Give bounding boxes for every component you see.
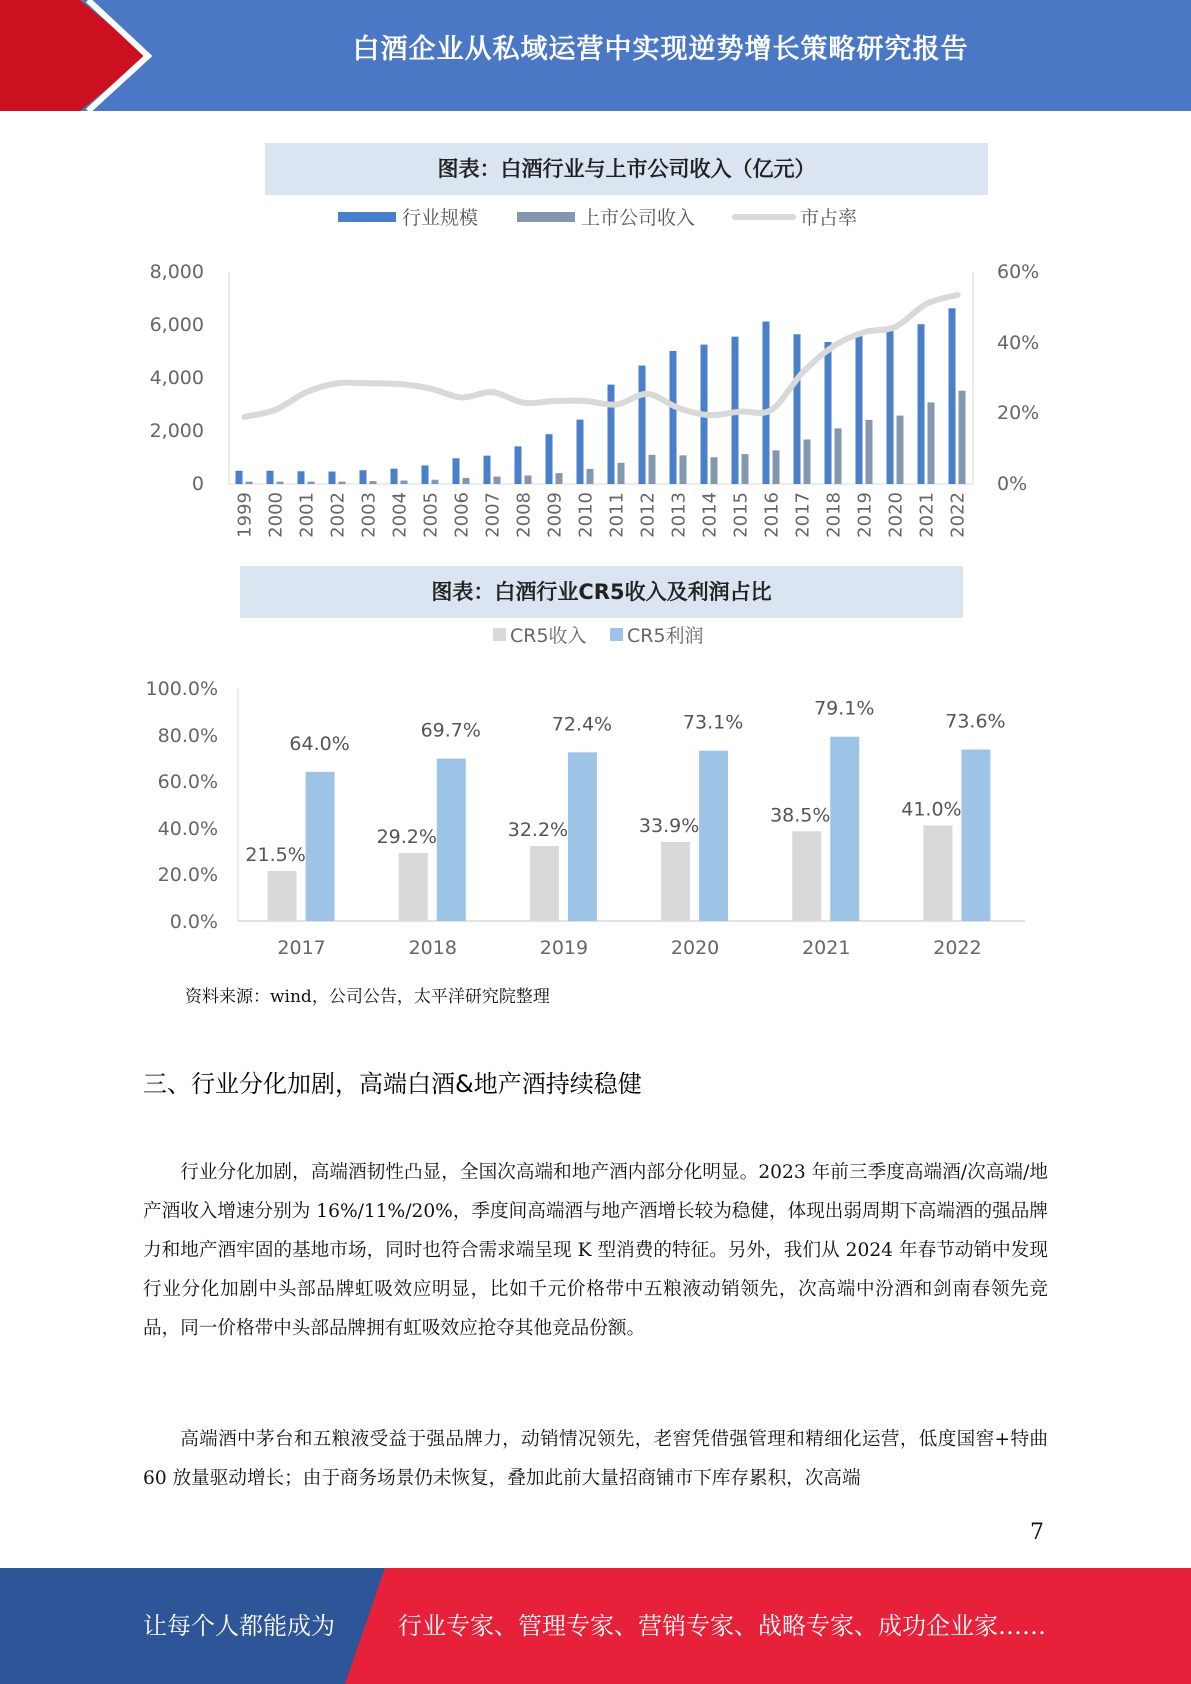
chart1-bar-industry <box>763 322 770 484</box>
chart2-bar-revenue <box>661 842 690 921</box>
chart1-left-tick: 4,000 <box>149 367 204 389</box>
chart1-bar-listed <box>401 481 408 484</box>
chart2-cr5-chart <box>0 618 1191 968</box>
chart2-y-tick: 60.0% <box>157 771 218 793</box>
chart2-y-tick: 0.0% <box>169 911 218 933</box>
chart1-line-share <box>245 295 958 417</box>
chart1-x-tick: 2003 <box>358 492 380 538</box>
body-paragraph-1: 行业分化加剧，高端酒韧性凸显，全国次高端和地产酒内部分化明显。2023 年前三季度高端酒/次高端/地产酒收入增速分别为 16%/11%/20%，季度间高端酒与地产酒增长较为稳健，体现出弱周期下高端酒的强品牌力和地产酒牢固的基地市场，同时也符合需求端呈现 K 型消费的特征。另外，我们从 2024 年春节动销中发现行业分化加剧中头部品牌虹吸效应明显，比如千元价格带中五粮液动销领先，次高端中汾酒和剑南春领先竞品，同一价格带中头部品牌拥有虹吸效应抢夺其他竞品份额。 <box>143 1162 1048 1339</box>
chart2-y-tick: 20.0% <box>157 864 218 886</box>
chart1-bar-listed <box>835 428 842 484</box>
chart1-bar-industry <box>918 324 925 484</box>
chart1-bar-listed <box>339 482 346 484</box>
chart1-x-tick: 2022 <box>947 492 969 538</box>
chart2-x-tick: 2018 <box>408 937 457 959</box>
chart1-x-tick: 2013 <box>668 492 690 538</box>
chart1-bar-industry <box>422 465 429 484</box>
chart2-label-revenue: 29.2% <box>376 825 437 848</box>
chart1-x-tick: 2000 <box>265 492 287 538</box>
chart1-marks <box>235 295 969 538</box>
chart1-x-tick: 2009 <box>544 492 566 538</box>
chart1-bar-listed <box>742 454 749 484</box>
chart1-bar-listed <box>432 480 439 484</box>
chart1-bar-industry <box>360 470 367 484</box>
chart1-legend-share: 市占率 <box>800 207 858 229</box>
chart1-bar-listed <box>370 481 377 484</box>
chart1-x-tick: 2017 <box>792 492 814 538</box>
chart1-bar-listed <box>649 455 656 484</box>
chart1-bar-listed <box>308 482 315 484</box>
chart2-label-profit: 73.6% <box>945 710 1006 733</box>
chart1-bar-industry <box>236 471 243 484</box>
chart2-x-tick: 2020 <box>670 937 720 959</box>
section-heading: 三、行业分化加剧，高端白酒&地产酒持续稳健 <box>143 1070 642 1098</box>
report-title: 白酒企业从私域运营中实现逆势增长策略研究报告 <box>352 34 969 65</box>
chart1-x-tick: 2020 <box>885 492 907 538</box>
chart2-bar-profit <box>568 752 597 921</box>
chart1-bar-industry <box>515 446 522 484</box>
chart2-label-profit: 72.4% <box>551 713 613 736</box>
chart1-x-tick: 2004 <box>389 492 411 538</box>
chart2-bar-profit <box>961 750 990 921</box>
data-source-note: 资料来源：wind，公司公告，太平洋研究院整理 <box>185 987 550 1007</box>
chart2-label-revenue: 32.2% <box>507 818 569 841</box>
chart2-legend-profit: CR5利润 <box>627 625 704 647</box>
page-number: 7 <box>1030 1520 1044 1545</box>
chart2-bar-revenue <box>268 871 297 921</box>
chart2-x-tick: 2022 <box>933 937 982 959</box>
chart1-bar-industry <box>484 456 491 484</box>
chart1-x-tick: 2010 <box>575 492 597 538</box>
chart1-bar-listed <box>959 391 966 484</box>
chart1-x-tick: 2016 <box>761 492 783 538</box>
chart1-bar-listed <box>525 476 532 484</box>
chart1-x-tick: 2012 <box>637 492 659 538</box>
chart1-right-tick: 20% <box>997 402 1040 424</box>
chart1-bar-industry <box>546 434 553 484</box>
chart2-label-profit: 64.0% <box>289 732 350 755</box>
chart1-bar-industry <box>391 469 398 484</box>
chart2-bar-profit <box>699 751 728 921</box>
chart1-bar-industry <box>670 351 677 484</box>
chart1-bar-listed <box>711 457 718 484</box>
chart2-bar-revenue <box>792 831 821 921</box>
chart1-legend-industry-swatch <box>338 212 396 222</box>
chart1-x-tick: 2002 <box>327 492 349 538</box>
chart2-marks <box>245 698 1005 959</box>
chart1-bar-industry <box>298 471 305 484</box>
chart1-x-tick: 2005 <box>420 492 442 538</box>
chart1-right-tick: 40% <box>997 332 1040 354</box>
chart1-bar-industry <box>949 308 956 484</box>
chart1-bar-industry <box>608 385 615 484</box>
chart2-label-revenue: 21.5% <box>245 843 306 866</box>
chart1-bar-listed <box>494 477 501 484</box>
chart1-bar-listed <box>773 450 780 484</box>
chart1-x-tick: 2021 <box>916 492 938 538</box>
chart2-x-tick: 2019 <box>539 937 589 959</box>
footer-slogan-left: 让每个人都能成为 <box>143 1612 335 1640</box>
chart2-bar-revenue <box>399 853 428 921</box>
chart1-revenue-chart <box>0 195 1191 555</box>
chart1-legend-listed-swatch <box>517 212 575 222</box>
page-header <box>0 0 1191 111</box>
chart2-legend-profit-swatch <box>610 628 623 641</box>
chart1-left-tick: 2,000 <box>149 420 204 442</box>
chart2-label-revenue: 41.0% <box>901 798 962 821</box>
chart2-bar-profit <box>437 759 466 921</box>
chart1-right-tick: 60% <box>997 261 1040 283</box>
chart2-y-tick: 100.0% <box>145 678 218 700</box>
chart1-x-tick: 2008 <box>513 492 535 538</box>
page-footer <box>0 1568 1191 1684</box>
chart1-title: 图表：白酒行业与上市公司收入（亿元） <box>265 143 988 195</box>
chart1-bar-industry <box>577 420 584 484</box>
chart2-y-tick: 80.0% <box>157 725 218 747</box>
chart1-x-tick: 2015 <box>730 492 752 538</box>
chart1-x-tick: 2019 <box>854 492 876 538</box>
chart2-y-tick: 40.0% <box>157 818 218 840</box>
chart1-bar-industry <box>267 471 274 484</box>
chart1-x-tick: 2006 <box>451 492 473 538</box>
chart2-bar-revenue <box>923 825 952 921</box>
body-paragraph-2: 高端酒中茅台和五粮液受益于强品牌力，动销情况领先，老窖凭借强管理和精细化运营，低度国窖+特曲 60 放量驱动增长；由于商务场景仍未恢复，叠加此前大量招商铺市下库存累积，次高端 <box>143 1429 1048 1489</box>
chart1-bar-listed <box>556 473 563 484</box>
chart1-legend-industry: 行业规模 <box>402 207 479 229</box>
chart2-label-revenue: 33.9% <box>638 815 700 838</box>
chart1-left-tick: 6,000 <box>149 314 204 336</box>
chart1-bar-listed <box>804 439 811 484</box>
chart1-bar-listed <box>897 416 904 484</box>
chart1-bar-listed <box>928 402 935 484</box>
chart1-bar-listed <box>618 463 625 484</box>
chart2-bar-profit <box>306 772 335 921</box>
chart1-bar-industry <box>329 472 336 484</box>
chart1-legend-listed: 上市公司收入 <box>581 207 696 229</box>
chart1-x-tick: 2007 <box>482 492 504 538</box>
header-red-arrow <box>0 0 148 111</box>
chart2-bar-revenue <box>530 846 559 921</box>
chart1-bar-industry <box>453 458 460 484</box>
chart2-legend-revenue: CR5收入 <box>510 625 587 647</box>
chart1-bar-listed <box>587 469 594 484</box>
chart1-x-tick: 1999 <box>234 492 256 538</box>
chart1-bar-listed <box>680 455 687 484</box>
chart1-x-tick: 2011 <box>606 492 628 538</box>
chart1-bar-listed <box>866 420 873 484</box>
footer-slogan-right: 行业专家、管理专家、营销专家、战略专家、成功企业家…… <box>398 1612 1046 1640</box>
chart1-x-tick: 2014 <box>699 492 721 538</box>
chart2-label-profit: 69.7% <box>420 719 481 742</box>
chart1-x-tick: 2001 <box>296 492 318 538</box>
chart1-bar-listed <box>277 482 284 484</box>
chart2-label-profit: 73.1% <box>682 711 744 734</box>
chart1-bar-industry <box>856 335 863 484</box>
chart1-right-tick: 0% <box>997 473 1028 495</box>
chart2-x-tick: 2017 <box>277 937 326 959</box>
chart1-bar-industry <box>887 329 894 484</box>
chart2-title: 图表：白酒行业CR5收入及利润占比 <box>240 566 963 618</box>
chart1-bar-industry <box>794 334 801 484</box>
chart1-bar-listed <box>463 478 470 484</box>
chart2-x-tick: 2021 <box>802 937 851 959</box>
chart1-bar-industry <box>825 342 832 484</box>
chart2-label-profit: 79.1% <box>814 697 875 720</box>
chart1-left-tick: 0 <box>191 473 204 495</box>
chart2-legend-revenue-swatch <box>493 628 506 641</box>
chart1-x-tick: 2018 <box>823 492 845 538</box>
chart1-bar-industry <box>639 366 646 484</box>
chart1-left-tick: 8,000 <box>149 261 204 283</box>
chart1-bar-listed <box>246 482 253 484</box>
chart2-label-revenue: 38.5% <box>770 804 831 827</box>
chart2-bar-profit <box>830 737 859 921</box>
